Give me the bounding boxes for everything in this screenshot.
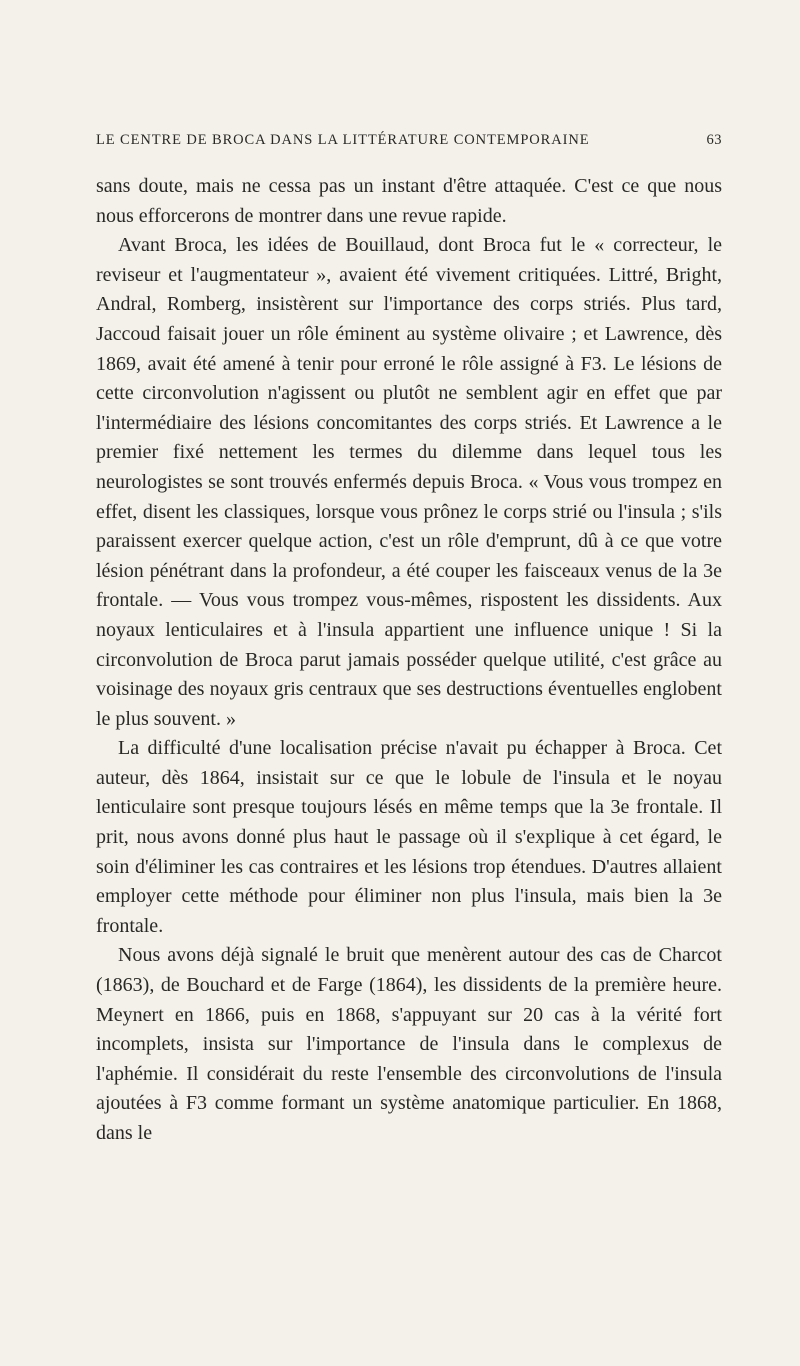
paragraph: Nous avons déjà signalé le bruit que menèrent autour des cas de Charcot (1863), de Bouchard et de Farge (1864), les dissidents de la première heure. Meynert en 1866, puis en 1868, s'appuyant sur 20 cas à la vérité fort incomplets, insista sur l'importance de l'insula dans le complexus de l'aphémie. Il considérait du reste l'ensemble des circonvolutions de l'insula ajoutées à F3 comme formant un système anatomique particulier. En 1868, dans le bbox=[96, 944, 722, 1144]
body-text bbox=[96, 172, 722, 1149]
chapter-title: LE CENTRE DE BROCA DANS LA LITTÉRATURE CONTEMPORAINE bbox=[96, 132, 590, 148]
page-number: 63 bbox=[706, 132, 722, 148]
running-head bbox=[96, 132, 722, 149]
paragraph: Avant Broca, les idées de Bouillaud, dont Broca fut le « correcteur, le reviseur et l'augmentateur », avaient été vivement critiquées. Littré, Bright, Andral, Romberg, insistèrent sur l'importance des corps striés. Plus tard, Jaccoud faisait jouer un rôle éminent au système olivaire ; et Lawrence, dès 1869, avait été amené à tenir pour erroné le rôle assigné à F3. Le lésions de cette circonvolution n'agissent ou plutôt ne semblent agir en effet que par l'intermédiaire des lésions concomitantes des corps striés. Et Lawrence a le premier fixé nettement les termes du dilemme dans lequel tous les neurologistes se sont trouvés enfermés depuis Broca. « Vous vous trompez en effet, disent les classiques, lorsque vous prônez le corps strié ou l'insula ; s'ils paraissent exercer quelque action, c'est un rôle d'emprunt, dû à ce que votre lésion pénétrant dans la profondeur, a été couper les faisceaux venus de la 3e frontale. — Vous vous trompez vous-mêmes, rispostent les dissidents. Aux noyaux lenticulaires et à l'insula appartient une influence unique ! Si la circonvolution de Broca parut jamais posséder quelque utilité, c'est grâce au voisinage des noyaux gris centraux que ses destructions éventuelles englobent le plus souvent. » bbox=[96, 234, 722, 730]
paragraph: La difficulté d'une localisation précise n'avait pu échapper à Broca. Cet auteur, dès 1864, insistait sur ce que le lobule de l'insula et le noyau lenticulaire sont presque toujours lésés en même temps que la 3e frontale. Il prit, nous avons donné plus haut le passage où il s'explique à cet égard, le soin d'éliminer les cas contraires et les lésions trop étendues. D'autres allaient employer cette méthode pour éliminer non plus l'insula, mais bien la 3e frontale. bbox=[96, 737, 722, 937]
paragraph: sans doute, mais ne cessa pas un instant d'être attaquée. C'est ce que nous nous efforcerons de montrer dans une revue rapide. bbox=[96, 175, 722, 227]
